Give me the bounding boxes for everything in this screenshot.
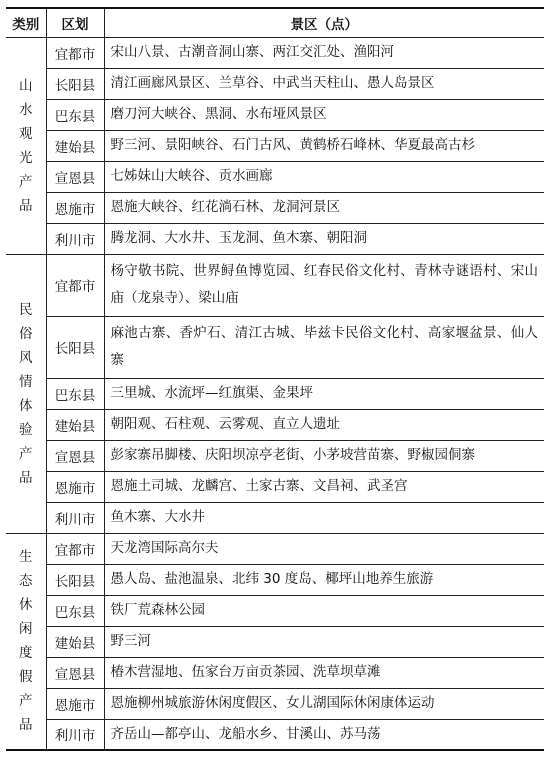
sites-cell: 愚人岛、盐池温泉、北纬 30 度岛、椰坪山地养生旅游 bbox=[104, 564, 544, 595]
table-row bbox=[6, 719, 544, 750]
table-row bbox=[6, 130, 544, 161]
district-cell: 巴东县 bbox=[46, 595, 104, 626]
table-row bbox=[6, 533, 544, 564]
table-row bbox=[6, 502, 544, 533]
sites-cell: 腾龙洞、大水井、玉龙洞、鱼木寨、朝阳洞 bbox=[104, 223, 544, 254]
sites-cell: 椿木营湿地、伍家台万亩贡茶园、洗草坝草滩 bbox=[104, 657, 544, 688]
sites-cell: 彭家寨吊脚楼、庆阳坝凉亭老街、小茅坡营苗寨、野椒园侗寨 bbox=[104, 440, 544, 471]
header-category: 类别 bbox=[6, 8, 46, 37]
sites-cell: 朝阳观、石柱观、云雾观、直立人遗址 bbox=[104, 409, 544, 440]
sites-cell: 鱼木寨、大水井 bbox=[104, 502, 544, 533]
header-sites: 景区（点） bbox=[104, 8, 544, 37]
district-cell: 恩施市 bbox=[46, 688, 104, 719]
category-label: 生态休闲度假产品 bbox=[19, 549, 33, 734]
table-row bbox=[6, 68, 544, 99]
district-cell: 巴东县 bbox=[46, 99, 104, 130]
district-cell: 利川市 bbox=[46, 502, 104, 533]
district-cell: 利川市 bbox=[46, 223, 104, 254]
sites-cell: 杨守敬书院、世界鲟鱼博览园、红春民俗文化村、青林寺谜语村、宋山庙（龙泉寺）、梁山庙 bbox=[104, 254, 544, 316]
table-row bbox=[6, 564, 544, 595]
scenic-spots-table bbox=[6, 7, 544, 751]
table-row bbox=[6, 316, 544, 378]
district-cell: 巴东县 bbox=[46, 378, 104, 409]
table-header-row bbox=[6, 8, 544, 37]
header-district: 区划 bbox=[46, 8, 104, 37]
category-cell bbox=[6, 37, 46, 254]
sites-cell: 恩施大峡谷、红花淌石林、龙洞河景区 bbox=[104, 192, 544, 223]
table-row bbox=[6, 223, 544, 254]
sites-cell: 磨刀河大峡谷、黑洞、水布垭风景区 bbox=[104, 99, 544, 130]
sites-cell: 七姊妹山大峡谷、贡水画廊 bbox=[104, 161, 544, 192]
category-cell bbox=[6, 533, 46, 750]
table-row bbox=[6, 471, 544, 502]
sites-cell: 三里城、水流坪—红旗渠、金果坪 bbox=[104, 378, 544, 409]
table-row bbox=[6, 378, 544, 409]
sites-cell: 麻池古寨、香炉石、清江古城、毕兹卡民俗文化村、高家堰盆景、仙人寨 bbox=[104, 316, 544, 378]
sites-cell: 宋山八景、古潮音洞山寨、两江交汇处、渔阳河 bbox=[104, 37, 544, 68]
district-cell: 宜都市 bbox=[46, 533, 104, 564]
table-row bbox=[6, 440, 544, 471]
district-cell: 宜都市 bbox=[46, 37, 104, 68]
sites-cell: 天龙湾国际高尔夫 bbox=[104, 533, 544, 564]
district-cell: 宣恩县 bbox=[46, 657, 104, 688]
district-cell: 恩施市 bbox=[46, 471, 104, 502]
district-cell: 长阳县 bbox=[46, 68, 104, 99]
district-cell: 建始县 bbox=[46, 409, 104, 440]
district-cell: 恩施市 bbox=[46, 192, 104, 223]
sites-cell: 野三河 bbox=[104, 626, 544, 657]
table-row bbox=[6, 595, 544, 626]
table-row bbox=[6, 657, 544, 688]
district-cell: 建始县 bbox=[46, 130, 104, 161]
district-cell: 长阳县 bbox=[46, 316, 104, 378]
district-cell: 长阳县 bbox=[46, 564, 104, 595]
sites-cell: 清江画廊风景区、兰草谷、中武当天柱山、愚人岛景区 bbox=[104, 68, 544, 99]
table-row bbox=[6, 37, 544, 68]
table-row bbox=[6, 99, 544, 130]
sites-cell: 恩施柳州城旅游休闲度假区、女儿湖国际休闲康体运动 bbox=[104, 688, 544, 719]
district-cell: 建始县 bbox=[46, 626, 104, 657]
table-row bbox=[6, 626, 544, 657]
category-label: 山水观光产品 bbox=[19, 77, 33, 214]
category-label: 民俗风情体验产品 bbox=[19, 301, 33, 486]
category-cell bbox=[6, 254, 46, 533]
sites-cell: 铁厂荒森林公园 bbox=[104, 595, 544, 626]
sites-cell: 齐岳山—都亭山、龙船水乡、甘溪山、苏马荡 bbox=[104, 719, 544, 750]
table-row bbox=[6, 192, 544, 223]
district-cell: 宣恩县 bbox=[46, 440, 104, 471]
table-row bbox=[6, 161, 544, 192]
district-cell: 宣恩县 bbox=[46, 161, 104, 192]
table-row bbox=[6, 688, 544, 719]
table-row bbox=[6, 409, 544, 440]
district-cell: 宜都市 bbox=[46, 254, 104, 316]
sites-cell: 恩施土司城、龙麟宫、土家古寨、文昌祠、武圣宫 bbox=[104, 471, 544, 502]
district-cell: 利川市 bbox=[46, 719, 104, 750]
sites-cell: 野三河、景阳峡谷、石门古风、黄鹤桥石峰林、华夏最高古杉 bbox=[104, 130, 544, 161]
table-row bbox=[6, 254, 544, 316]
